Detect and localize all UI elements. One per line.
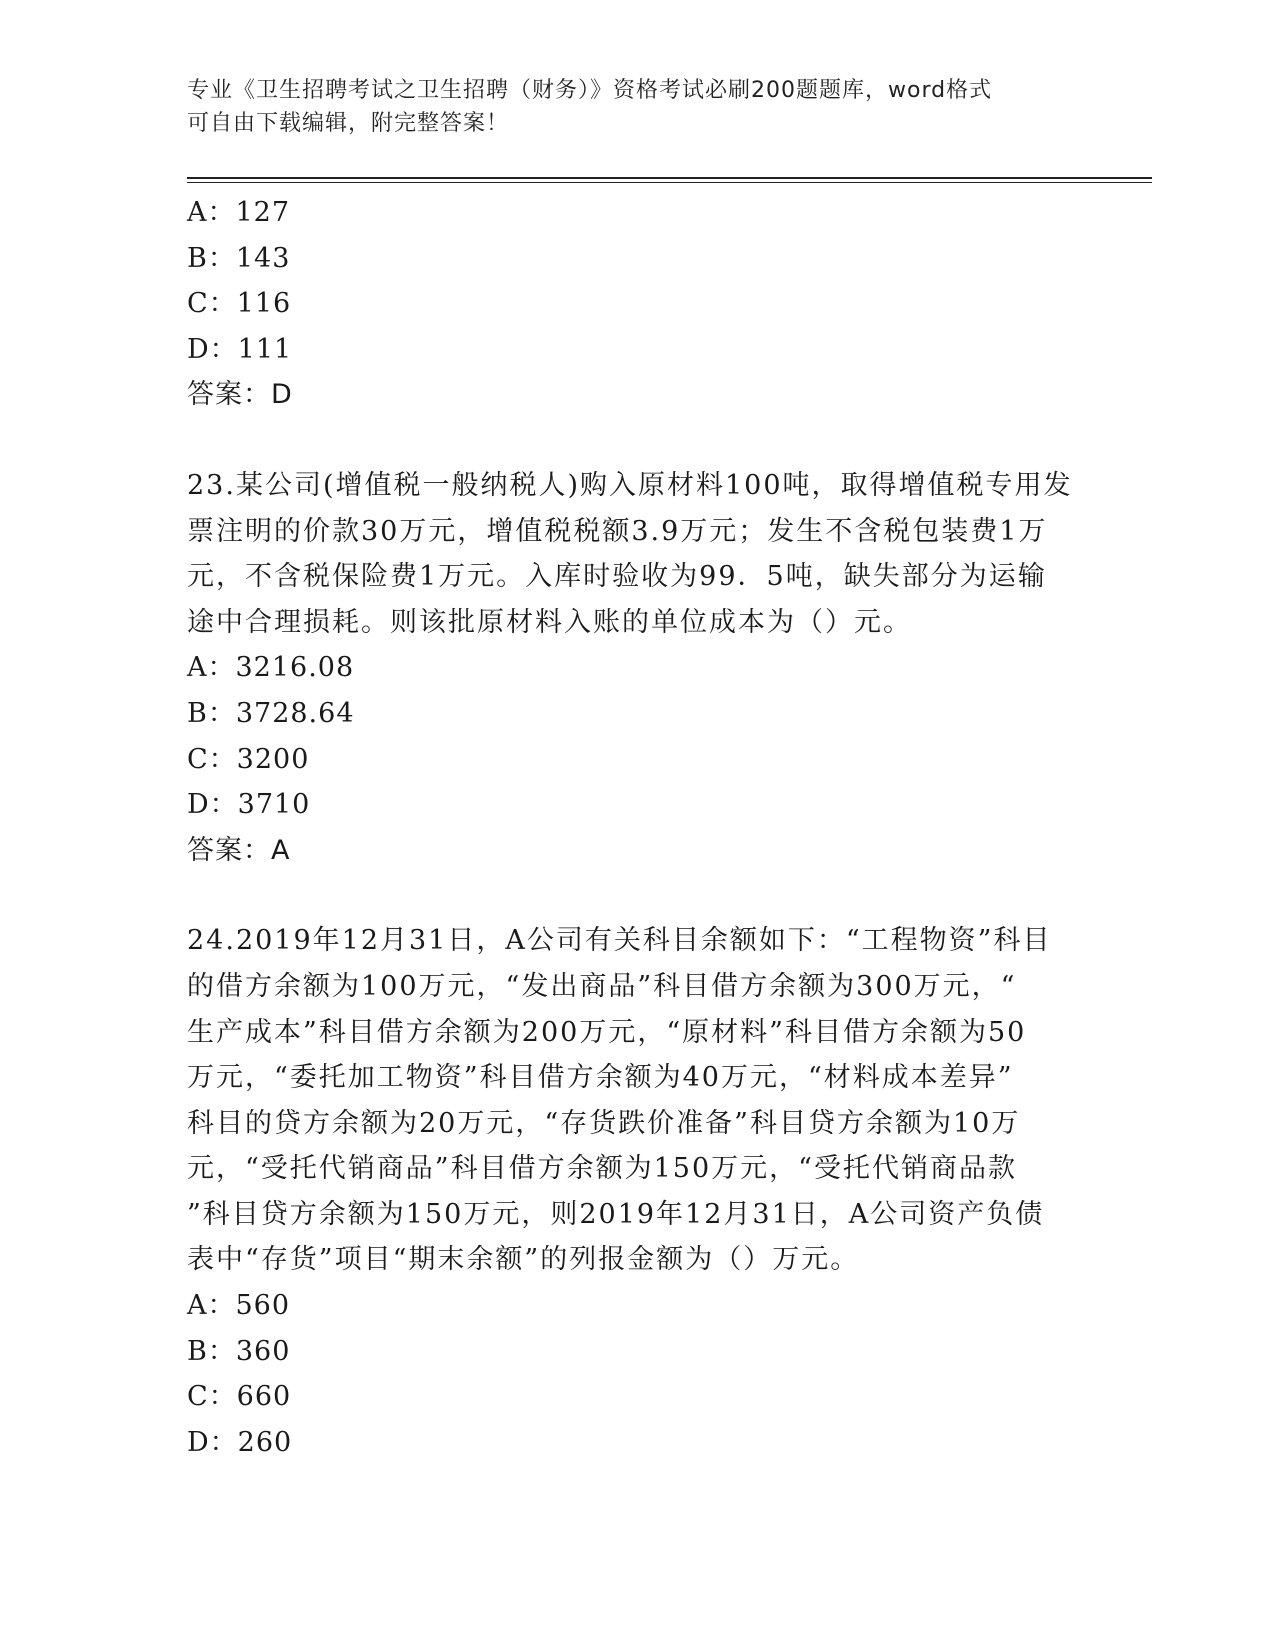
stem-line: 票注明的价款30万元，增值税税额3.9万元；发生不含税包装费1万 bbox=[187, 515, 1048, 547]
stem-line: 表中“存货”项目“期末余额”的列报金额为（）万元。 bbox=[187, 1244, 860, 1276]
question-stem bbox=[187, 918, 1077, 1283]
option-a: A：3216.08 bbox=[187, 652, 355, 684]
stem-line: ”科目贷方余额为150万元，则2019年12月31日，A公司资产负债 bbox=[187, 1198, 1045, 1230]
option-d: D：260 bbox=[187, 1426, 293, 1458]
stem-line: 23.某公司(增值税一般纳税人)购入原材料100吨，取得增值税专用发 bbox=[187, 469, 1073, 501]
option-a: A：127 bbox=[187, 197, 291, 228]
option-c: C：116 bbox=[187, 288, 292, 320]
stem-line: 的借方余额为100万元，“发出商品”科目借方余额为300万元，“ bbox=[187, 970, 1017, 1002]
answer-line: 答案：A bbox=[187, 834, 291, 866]
header-divider-thin bbox=[187, 182, 1152, 183]
stem-line: 科目的贷方余额为20万元，“存货跌价准备”科目贷方余额为10万 bbox=[187, 1107, 1021, 1139]
header-line-2: 可自由下载编辑，附完整答案！ bbox=[187, 111, 510, 136]
question-23 bbox=[187, 463, 1077, 873]
stem-line: 24.2019年12月31日，A公司有关科目余额如下：“工程物资”科目 bbox=[187, 925, 1052, 957]
question-24 bbox=[187, 918, 1077, 1465]
option-d: D：3710 bbox=[187, 789, 311, 821]
document-body bbox=[187, 190, 1077, 1465]
stem-line: 元，“受托代销商品”科目借方余额为150万元，“受托代销商品款 bbox=[187, 1153, 1017, 1185]
question-22 bbox=[187, 190, 1077, 418]
document-header bbox=[187, 74, 1067, 140]
answer-line: 答案：D bbox=[187, 379, 293, 411]
question-stem bbox=[187, 463, 1077, 645]
stem-line: 途中合理损耗。则该批原材料入账的单位成本为（）元。 bbox=[187, 606, 912, 638]
option-b: B：3728.64 bbox=[187, 697, 355, 729]
option-c: C：660 bbox=[187, 1381, 292, 1413]
stem-line: 生产成本”科目借方余额为200万元，“原材料”科目借方余额为50 bbox=[187, 1016, 1027, 1048]
option-a: A：560 bbox=[187, 1290, 291, 1322]
stem-line: 元，不含税保险费1万元。入库时验收为99．5吨，缺失部分为运输 bbox=[187, 561, 1047, 593]
option-d: D：111 bbox=[187, 333, 293, 365]
option-c: C：3200 bbox=[187, 743, 310, 775]
header-divider bbox=[187, 177, 1152, 179]
stem-line: 万元，“委托加工物资”科目借方余额为40万元，“材料成本差异” bbox=[187, 1062, 1014, 1094]
option-b: B：143 bbox=[187, 242, 291, 274]
header-line-1: 专业《卫生招聘考试之卫生招聘（财务）》资格考试必刷200题题库，word格式 bbox=[187, 78, 993, 103]
option-b: B：360 bbox=[187, 1335, 291, 1367]
